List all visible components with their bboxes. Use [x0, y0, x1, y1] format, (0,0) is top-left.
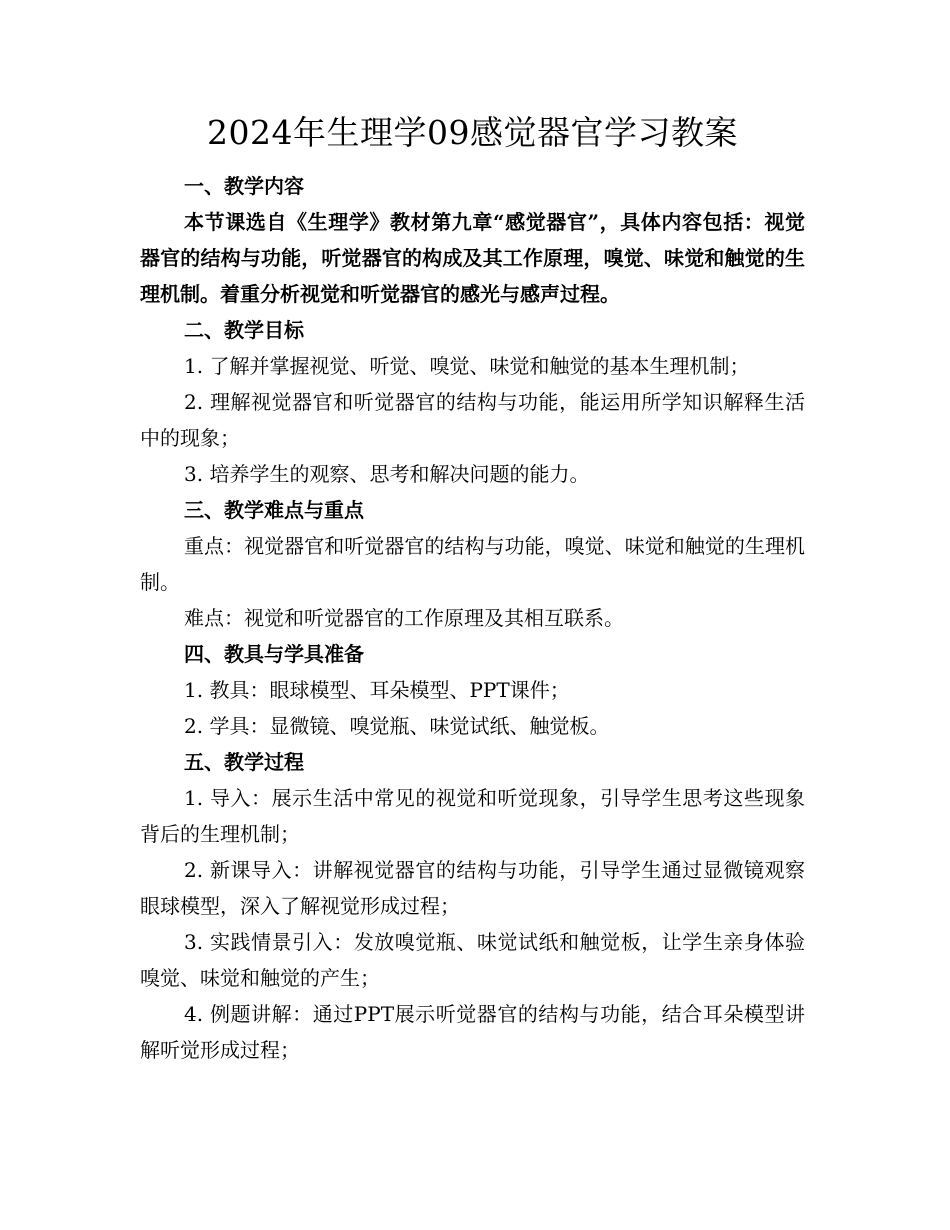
objective-item-2: 2. 理解视觉器官和听觉器官的结构与功能，能运用所学知识解释生活中的现象； [140, 390, 805, 450]
section-content-paragraph: 本节课选自《生理学》教材第九章“感觉器官”，具体内容包括：视觉器官的结构与功能，听觉器官的构成及其工作原理，嗅觉、味觉和触觉的生理机制。着重分析视觉和听觉器官的感光与感声过程。 [140, 210, 805, 306]
materials-item-1: 1. 教具：眼球模型、耳朵模型、PPT课件； [184, 678, 570, 702]
difficulty-item: 难点：视觉和听觉器官的工作原理及其相互联系。 [184, 606, 624, 630]
process-item-1: 1. 导入：展示生活中常见的视觉和听觉现象，引导学生思考这些现象背后的生理机制； [140, 786, 805, 846]
section-heading-materials: 四、教具与学具准备 [184, 642, 364, 666]
process-item-2: 2. 新课导入：讲解视觉器官的结构与功能，引导学生通过显微镜观察眼球模型，深入了解视觉形成过程； [140, 858, 805, 918]
objective-item-3: 3. 培养学生的观察、思考和解决问题的能力。 [184, 462, 590, 486]
key-point-item: 重点：视觉器官和听觉器官的结构与功能，嗅觉、味觉和触觉的生理机制。 [140, 534, 805, 594]
process-item-3: 3. 实践情景引入：发放嗅觉瓶、味觉试纸和触觉板，让学生亲身体验嗅觉、味觉和触觉的产生； [140, 930, 805, 990]
section-heading-process: 五、教学过程 [184, 750, 304, 774]
materials-item-2: 2. 学具：显微镜、嗅觉瓶、味觉试纸、触觉板。 [184, 714, 610, 738]
section-heading-content: 一、教学内容 [184, 174, 304, 198]
section-heading-key-points: 三、教学难点与重点 [184, 498, 364, 522]
document-page [140, 108, 805, 1068]
process-item-4: 4. 例题讲解：通过PPT展示听觉器官的结构与功能，结合耳朵模型讲解听觉形成过程； [140, 1002, 805, 1062]
section-heading-objectives: 二、教学目标 [184, 318, 304, 342]
objective-item-1: 1. 了解并掌握视觉、听觉、嗅觉、味觉和触觉的基本生理机制； [184, 354, 750, 378]
document-title: 2024年生理学09感觉器官学习教案 [207, 113, 738, 152]
